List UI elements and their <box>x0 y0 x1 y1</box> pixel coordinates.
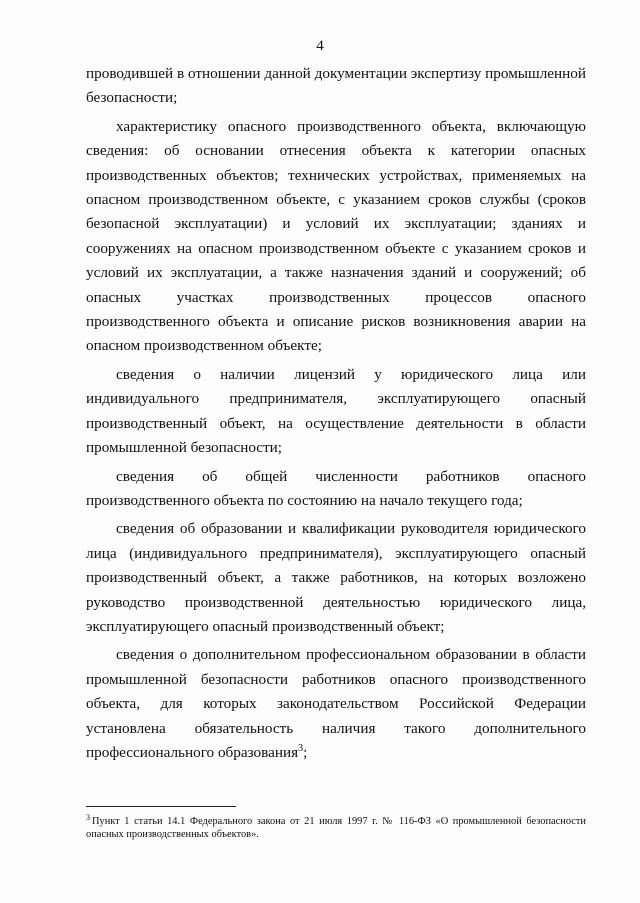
paragraph-5-text: сведения об образовании и квалификации руководителя юридического лица (индивидуального предпринимателя), эксплуатирующего опасный производственный объект, а также работников, на которых возложено руководство производственной деятельностью юридического лица, эксплуатирующего опасный производственный объект; <box>86 520 586 635</box>
paragraph-6-trailing: ; <box>303 743 308 761</box>
paragraph-1 <box>86 62 586 111</box>
footnote-text: Пункт 1 статьи 14.1 Федерального закона от 21 июля 1997 г. № 116-ФЗ «О промышленной безопасности опасных производственных объектов». <box>86 816 586 840</box>
footnote-reference: 3 <box>298 742 304 754</box>
paragraph-1-text: проводившей в отношении данной документации экспертизу промышленной безопасности; <box>86 65 586 107</box>
paragraph-2 <box>86 115 586 359</box>
paragraph-6 <box>86 643 586 765</box>
footnote-mark: 3 <box>86 812 90 822</box>
page-number: 4 <box>316 38 324 54</box>
paragraph-5 <box>86 517 586 639</box>
paragraph-4-text: сведения об общей численности работников опасного производственного объекта по состоянию на начало текущего года; <box>86 467 586 509</box>
paragraph-2-text: характеристику опасного производственного объекта, включающую сведения: об основании отнесения объекта к категории опасных производственных объектов; технических устройствах, применяемых на опасном производственном объекте, с указанием сроков службы (сроков безопасной эксплуатации) и условий их эксплуатации; зданиях и сооружениях на опасном производственном объекте с указанием сроков и условий их эксплуатации, а также назначения зданий и сооружений; об опасных участках производственных процессов опасного производственного объекта и описание рисков возникновения аварии на опасном производственном объекте; <box>86 117 586 355</box>
footnote <box>86 812 586 841</box>
footnote-divider <box>86 806 236 807</box>
paragraph-6-text: сведения о дополнительном профессиональном образовании в области промышленной безопасности работников опасного производственного объекта, для которых законодательством Российской Федерации установлена обязательность наличия такого дополнительного профессионального образования <box>86 646 586 761</box>
body-text <box>86 62 586 769</box>
paragraph-3-text: сведения о наличии лицензий у юридического лица или индивидуального предпринимателя, эксплуатирующего опасный производственный объект, на осуществление деятельности в области промышленной безопасности; <box>86 365 586 457</box>
paragraph-3 <box>86 363 586 461</box>
paragraph-4 <box>86 465 586 514</box>
